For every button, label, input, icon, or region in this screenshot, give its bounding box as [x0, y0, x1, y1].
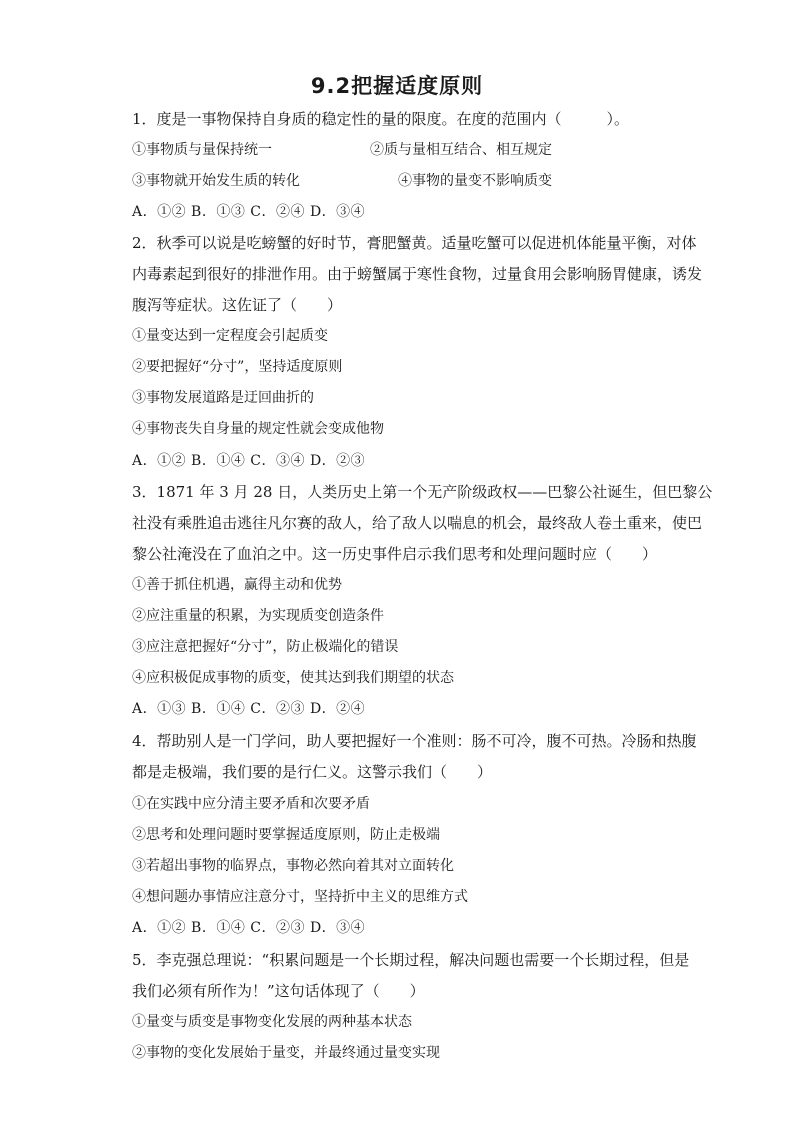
question-2-option-1: ①量变达到一定程度会引起质变	[132, 328, 328, 344]
question-2-stem-line-2: 内毒素起到很好的排泄作用。由于螃蟹属于寒性食物，过量食用会影响肠胃健康，诱发	[132, 265, 703, 283]
question-2-stem-line-1: 2．秋季可以说是吃螃蟹的好时节，膏肥蟹黄。适量吃蟹可以促进机体能量平衡，对体	[132, 234, 697, 252]
question-2-option-2: ②要把握好“分寸”，坚持适度原则	[132, 359, 343, 375]
question-3-stem-line-2: 社没有乘胜追击逃往凡尔赛的敌人，给了敌人以喘息的机会，最终敌人卷土重来，使巴	[132, 514, 703, 532]
question-1-option-1: ①事物质与量保持统一	[132, 142, 272, 158]
page-title: 9.2把握适度原则	[310, 74, 484, 98]
question-2-option-3: ③事物发展道路是迂回曲折的	[132, 390, 314, 406]
question-3-option-2: ②应注重量的积累，为实现质变创造条件	[132, 608, 384, 624]
question-4-option-2: ②思考和处理问题时要掌握适度原则，防止走极端	[132, 827, 440, 843]
question-2-stem-line-3: 腹泻等症状。这佐证了（ ）	[132, 296, 343, 314]
question-1-stem: 1．度是一事物保持自身质的稳定性的量的限度。在度的范围内（ ）。	[132, 110, 630, 128]
question-2-answers: A．①② B．①④ C．③④ D．②③	[132, 453, 366, 469]
question-5-option-1: ①量变与质变是事物变化发展的两种基本状态	[132, 1014, 412, 1030]
question-1-option-2: ②质与量相互结合、相互规定	[370, 142, 552, 158]
question-2-option-4: ④事物丧失自身量的规定性就会变成他物	[132, 421, 384, 437]
question-1-option-4: ④事物的量变不影响质变	[398, 173, 552, 189]
question-4-stem-line-2: 都是走极端，我们要的是行仁义。这警示我们（ ）	[132, 763, 493, 781]
question-5-stem-line-1: 5．李克强总理说：“积累问题是一个长期过程，解决问题也需要一个长期过程，但是	[132, 951, 690, 969]
question-3-stem-line-3: 黎公社淹没在了血泊之中。这一历史事件启示我们思考和处理问题时应（ ）	[132, 545, 658, 563]
question-3-stem-line-1: 3．1871 年 3 月 28 日，人类历史上第一个无产阶级政权——巴黎公社诞生，但巴黎公	[132, 483, 713, 501]
question-1-answers: A．①② B．①③ C．②④ D．③④	[132, 204, 366, 220]
question-4-option-4: ④想问题办事情应注意分寸，坚持折中主义的思维方式	[132, 889, 468, 905]
question-3-answers: A．①③ B．①④ C．②③ D．②④	[132, 701, 366, 717]
question-5-stem-line-2: 我们必须有所作为！”这句话体现了（ ）	[132, 982, 425, 1000]
question-4-option-1: ①在实践中应分清主要矛盾和次要矛盾	[132, 796, 370, 812]
question-1-option-3: ③事物就开始发生质的转化	[132, 173, 300, 189]
question-3-option-4: ④应积极促成事物的质变，使其达到我们期望的状态	[132, 670, 454, 686]
question-3-option-3: ③应注意把握好“分寸”，防止极端化的错误	[132, 639, 399, 655]
question-3-option-1: ①善于抓住机遇，赢得主动和优势	[132, 577, 342, 593]
question-5-option-2: ②事物的变化发展始于量变，并最终通过量变实现	[132, 1045, 440, 1061]
question-4-answers: A．①② B．①④ C．②③ D．③④	[132, 920, 366, 936]
question-4-stem-line-1: 4．帮助别人是一门学问，助人要把握好一个准则：肠不可冷，腹不可热。冷肠和热腹	[132, 732, 697, 750]
question-4-option-3: ③若超出事物的临界点，事物必然向着其对立面转化	[132, 858, 454, 874]
